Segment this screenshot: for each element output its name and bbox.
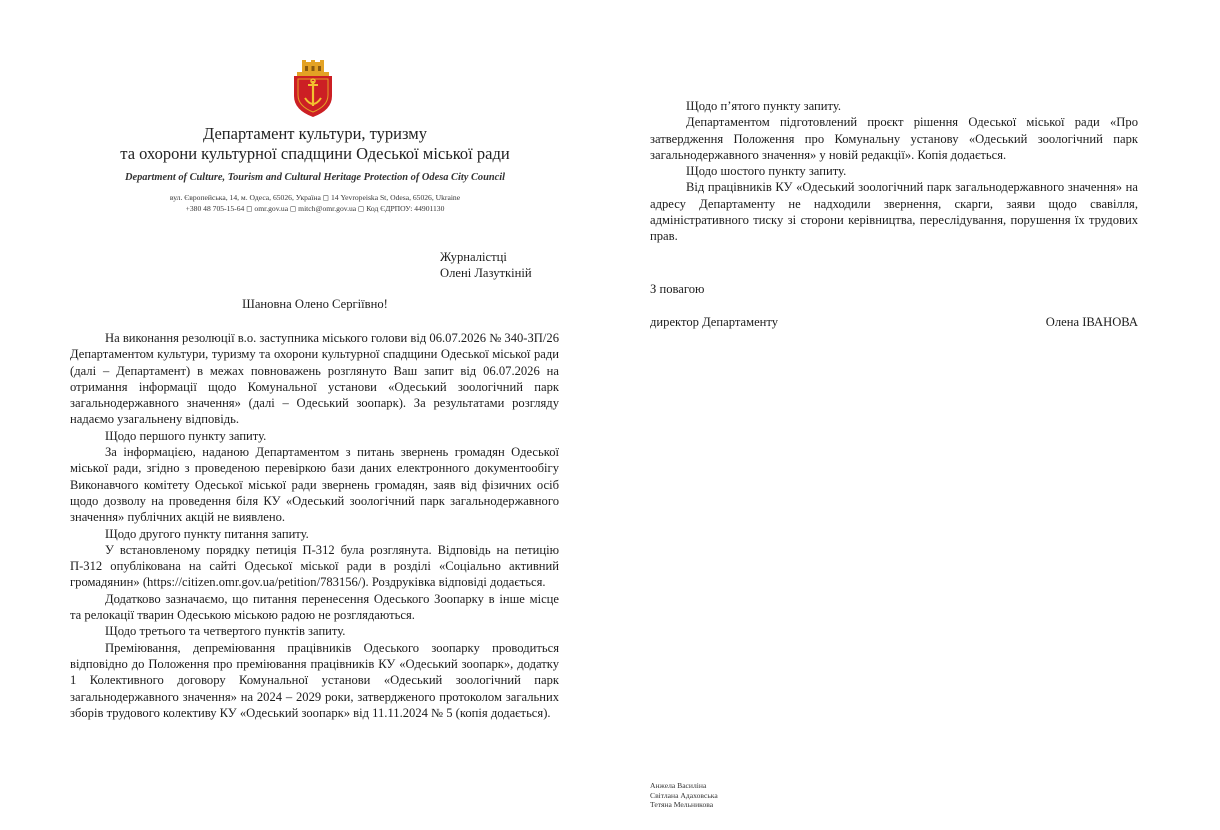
department-name-en: Department of Culture, Tourism and Cultural Heritage Protection of Odesa City Council <box>124 172 506 183</box>
letter-body-right <box>650 98 1138 245</box>
addressee-block <box>440 250 532 281</box>
addressee-line-2: Олені Лазуткіній <box>440 265 532 280</box>
odesa-coat-of-arms-icon <box>291 60 335 118</box>
department-name-ua <box>60 124 570 164</box>
salutation: Шановна Олено Сергіївно! <box>242 297 388 311</box>
body-paragraph: У встановленому порядку петиція П-312 була розглянута. Відповідь на петицію П-312 опублікована на сайті Одеської міської ради в розділі «Соціально активний громадянин» (https://citizen.omr.gov.ua/petition/783156/). Роздруківка відповіді додається. <box>70 542 559 590</box>
letter-page-2 <box>610 0 1220 830</box>
body-paragraph: Від працівників КУ «Одеський зоологічний парк загальнодержавного значення» на адресу Департаменту не надходили звернення, скарги, заяви щодо свавілля, адміністративного тиску зі сторони керівництва, переслідування, порушення їх трудових прав. <box>650 180 1138 244</box>
letter-body-left <box>70 330 559 721</box>
body-paragraph: Преміювання, депреміювання працівників Одеського зоопарку проводиться відповідно до Положення про преміювання працівників КУ «Одеський зоопарк», додатку 1 Колективного договору Комунальної установи «Одеський зоологічний парк загальнодержавного значення» на 2024 – 2029 роки, затвердженого протоколом загальних зборів трудового колективу КУ «Одеський зоопарк» від 11.11.2024 № 5 (копія додається). <box>70 640 559 720</box>
closing-phrase: З повагою <box>650 282 705 296</box>
executor-name: Тетяна Мельникова <box>650 800 714 809</box>
department-name-line-2: та охорони культурної спадщини Одеської міської ради <box>120 144 510 163</box>
body-paragraph: Щодо другого пункту питання запиту. <box>105 526 309 541</box>
body-paragraph: Департаментом підготовлений проєкт рішення Одеської міської ради «Про затвердження Положення про Комунальну установу «Одеський зоологічний парк загальнодержавного значення» у новій редакції». Копія додається. <box>650 115 1138 162</box>
addressee-line-1: Журналістці <box>440 250 507 264</box>
signatory-name: Олена ІВАНОВА <box>1045 315 1138 329</box>
body-paragraph: Щодо першого пункту запиту. <box>105 428 267 443</box>
executors-list <box>650 781 718 810</box>
signature-block <box>650 315 1138 330</box>
department-contacts <box>60 192 570 214</box>
department-name-line-1: Департамент культури, туризму <box>203 124 427 143</box>
executor-name: Світлана Адаховська <box>650 790 718 800</box>
body-paragraph: Щодо шостого пункту запиту. <box>686 164 847 179</box>
body-paragraph: Додатково зазначаємо, що питання перенесення Одеського Зоопарку в інше місце та релокації тварин Одеською міською радою не розглядаються. <box>70 591 559 623</box>
body-paragraph: На виконання резолюції в.о. заступника міського голови від 06.07.2026 № 340-ЗП/26 Департаментом культури, туризму та охорони культурної спадщини Одеської міської ради (далі – Департамент) в межах повноважень розглянуто Ваш запит від 06.07.2026 на отримання інформації щодо Комунальної установи «Одеський зоологічний парк загальнодержавного значення» (далі – Одеський зоопарк). За результатами розгляду надаємо узагальнену відповідь. <box>70 331 559 427</box>
body-paragraph: Щодо третього та четвертого пунктів запиту. <box>105 624 346 639</box>
contacts-phone-email: +380 48 705-15-64 ◻ omr.gov.ua ◻ mitch@omr.gov.ua ◻ Код ЄДРПОУ: 44901130 <box>185 204 445 213</box>
signatory-position: директор Департаменту <box>650 315 779 329</box>
body-paragraph: За інформацією, наданою Департаментом з питань звернень громадян Одеської міської ради, згідно з проведеною перевіркою бази даних електронного документообігу Виконавчого комітету Одеської міської ради звернень громадян, заяв від фізичних осіб щодо дозволу на проведення біля КУ «Одеський зоологічний парк загальнодержавного значення» публічних акцій не виявлено. <box>70 445 559 525</box>
contacts-address: вул. Європейська, 14, м. Одеса, 65026, Україна ◻ 14 Yevropeiska St, Odesa, 65026, Ukraine <box>169 193 461 202</box>
executor-name: Анжела Василіна <box>650 781 707 790</box>
body-paragraph: Щодо п’ятого пункту запиту. <box>686 99 842 113</box>
